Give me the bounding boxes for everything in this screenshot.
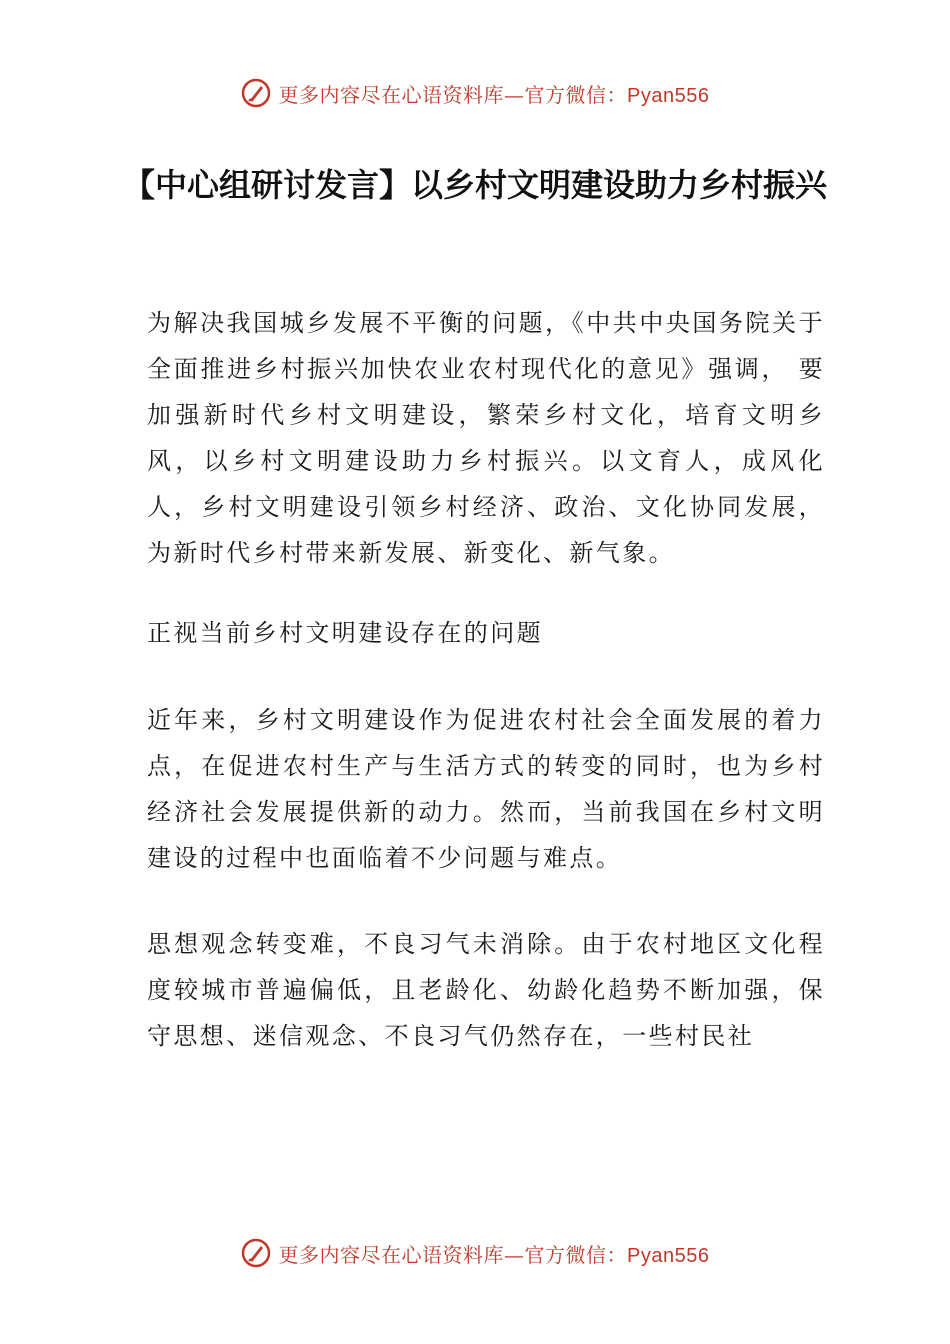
paragraph-mindset: 思想观念转变难，不良习气未消除。由于农村地区文化程度较城市普遍偏低，且老龄化、幼龄化趋势不断加强，保守思想、迷信观念、不良习气仍然存在，一些村民社 [147, 930, 825, 1050]
paragraph-intro: 为解决我国城乡发展不平衡的问题，《中共中央国务院关于全面推进乡村振兴加快农业农村现代化的意见》强调， 要加强新时代乡村文明建设，繁荣乡村文化，培育文明乡风，以乡村文明建设助力乡村振兴。以文育人，成风化人，乡村文明建设引领乡村经济、政治、文化协同发展，为新时代乡村带来新发展、新变化、新气象。 [147, 309, 825, 567]
footer-banner [0, 1233, 950, 1273]
banner-text [279, 1239, 710, 1268]
wechat-id: Pyan556 [627, 84, 710, 107]
paragraph-problems: 近年来，乡村文明建设作为促进农村社会全面发展的着力点，在促进农村生产与生活方式的转变的同时，也为乡村经济社会发展提供新的动力。然而，当前我国在乡村文明建设的过程中也面临着不少问题与难点。 [147, 706, 825, 872]
banner-label: 更多内容尽在心语资料库—官方微信： [278, 1242, 628, 1267]
wechat-id: Pyan556 [627, 1244, 710, 1267]
banner-label: 更多内容尽在心语资料库—官方微信： [278, 82, 628, 107]
section-heading: 正视当前乡村文明建设存在的问题 [147, 619, 543, 647]
header-banner [0, 73, 950, 113]
document-title: 【中心组研讨发言】以乡村文明建设助力乡村振兴 [122, 166, 827, 204]
quill-logo-icon [241, 78, 271, 108]
banner-text [279, 79, 710, 108]
quill-logo-icon [241, 1238, 271, 1268]
